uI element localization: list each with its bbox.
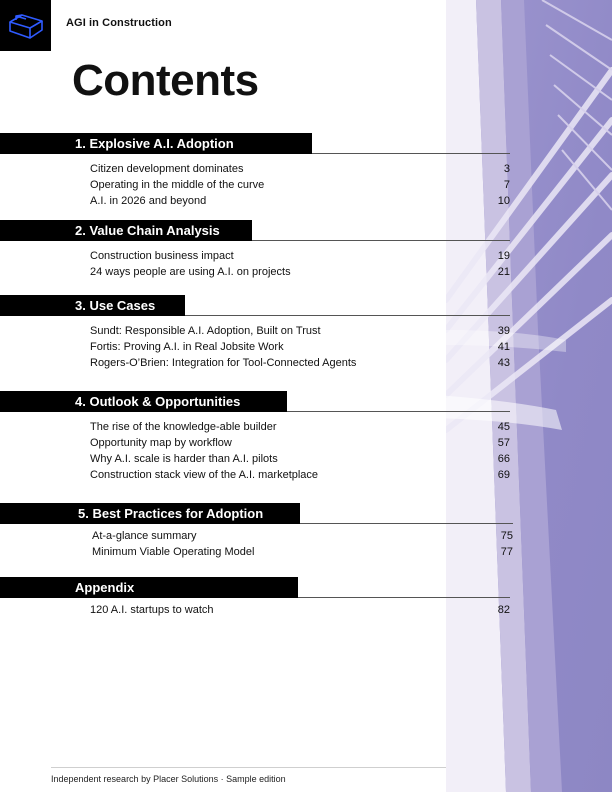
section-title[interactable]: 3. Use Cases xyxy=(0,295,185,316)
entry-title: 24 ways people are using A.I. on projects xyxy=(90,266,291,278)
entry-title: Minimum Viable Operating Model xyxy=(92,546,255,558)
toc-entry[interactable] xyxy=(0,264,510,280)
toc-entry[interactable] xyxy=(0,528,513,544)
toc-entry[interactable] xyxy=(0,467,510,483)
section-title[interactable]: Appendix xyxy=(0,577,298,598)
entry-title: Construction stack view of the A.I. marketplace xyxy=(90,469,319,481)
entry-title: A.I. in 2026 and beyond xyxy=(90,195,207,207)
page-number: 57 xyxy=(497,437,510,449)
divider xyxy=(312,153,510,154)
page-number: 66 xyxy=(497,453,510,465)
section-4 xyxy=(0,391,510,483)
section-title[interactable]: 4. Outlook & Opportunities xyxy=(0,391,287,412)
section-title[interactable]: 1. Explosive A.I. Adoption xyxy=(0,133,312,154)
toc-entry[interactable] xyxy=(0,544,513,560)
page-number: 41 xyxy=(497,341,510,353)
brand-name: AGI in Construction xyxy=(66,17,172,29)
toc-entry[interactable] xyxy=(0,161,510,177)
entry-title: Citizen development dominates xyxy=(90,163,244,175)
entry-title: Rogers-O’Brien: Integration for Tool-Connected Agents xyxy=(90,357,357,369)
page-title: Contents xyxy=(72,56,259,105)
entry-title: 120 A.I. startups to watch xyxy=(90,604,214,616)
entry-title: Fortis: Proving A.I. in Real Jobsite Work xyxy=(90,341,284,353)
page-number: 19 xyxy=(497,250,510,262)
section-1 xyxy=(0,133,510,209)
page-number: 75 xyxy=(500,530,513,542)
entry-title: Sundt: Responsible A.I. Adoption, Built on Trust xyxy=(90,325,321,337)
page-number: 77 xyxy=(500,546,513,558)
section-5 xyxy=(0,503,513,560)
toc-entry[interactable] xyxy=(0,339,510,355)
divider xyxy=(185,315,510,316)
entry-title: The rise of the knowledge-able builder xyxy=(90,421,277,433)
page-number: 45 xyxy=(497,421,510,433)
entry-title: At-a-glance summary xyxy=(92,530,197,542)
page-number: 43 xyxy=(497,357,510,369)
section-2 xyxy=(0,220,510,280)
toc-entry[interactable] xyxy=(0,419,510,435)
logo-icon xyxy=(8,12,44,40)
logo xyxy=(0,0,51,51)
section-title[interactable]: 5. Best Practices for Adoption xyxy=(0,503,300,524)
divider xyxy=(287,411,510,412)
toc-entry[interactable] xyxy=(0,248,510,264)
entry-title: Construction business impact xyxy=(90,250,234,262)
footer-text: Independent research by Placer Solutions · Sample edition xyxy=(51,774,286,784)
entry-title: Why A.I. scale is harder than A.I. pilots xyxy=(90,453,278,465)
page-number: 21 xyxy=(497,266,510,278)
divider xyxy=(298,597,510,598)
toc-entry[interactable] xyxy=(0,193,510,209)
toc-entry[interactable] xyxy=(0,323,510,339)
page-number: 39 xyxy=(497,325,510,337)
footer-divider xyxy=(51,767,446,768)
page-number: 10 xyxy=(497,195,510,207)
entry-title: Operating in the middle of the curve xyxy=(90,179,265,191)
toc-entry[interactable] xyxy=(0,355,510,371)
page-number: 7 xyxy=(503,179,510,191)
section-3 xyxy=(0,295,510,371)
page-number: 82 xyxy=(497,604,510,616)
divider xyxy=(300,523,513,524)
toc-entry[interactable] xyxy=(0,177,510,193)
section-title[interactable]: 2. Value Chain Analysis xyxy=(0,220,252,241)
entry-title: Opportunity map by workflow xyxy=(90,437,232,449)
toc-entry[interactable] xyxy=(0,602,510,618)
toc-entry[interactable] xyxy=(0,451,510,467)
page-number: 3 xyxy=(503,163,510,175)
divider xyxy=(252,240,510,241)
toc-entry[interactable] xyxy=(0,435,510,451)
page-number: 69 xyxy=(497,469,510,481)
section-appendix xyxy=(0,577,510,618)
